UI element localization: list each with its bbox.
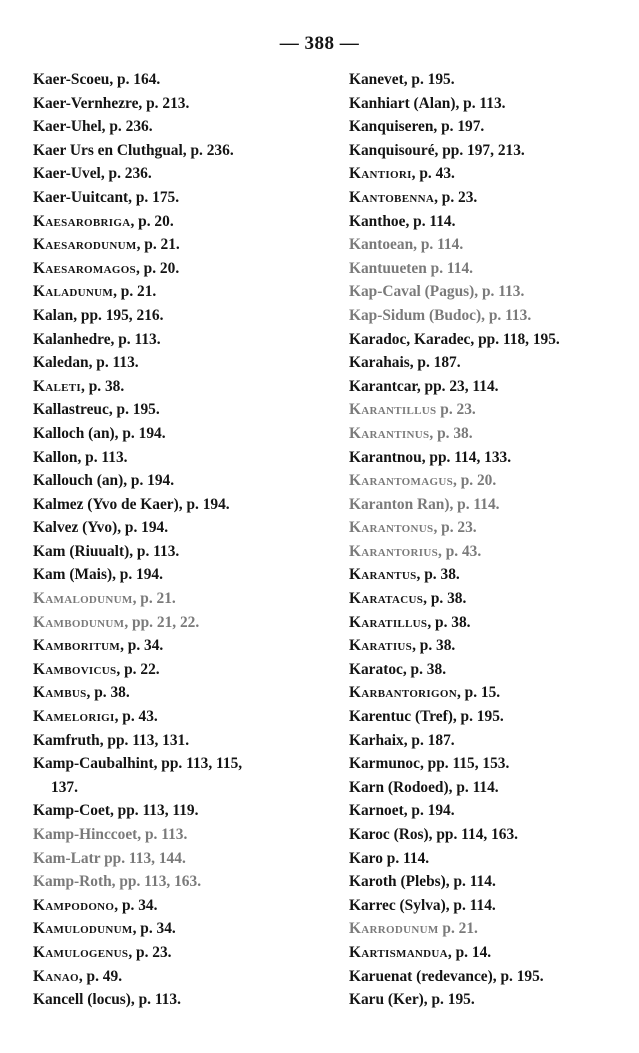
entry-term: Kaladunum [33, 283, 114, 301]
entry-term: Kaesaromagos [33, 259, 136, 277]
entry-term: Karrec (Sylva) [349, 896, 446, 914]
entry-term: Kaer-Vernhezre [33, 94, 139, 112]
index-entry [349, 988, 631, 1012]
entry-pages: , p. 38. [412, 637, 456, 655]
index-entry [33, 68, 315, 92]
index-entry [349, 375, 631, 399]
entry-pages: , p. 195. [403, 71, 455, 88]
entry-pages: , p. 20. [135, 259, 180, 277]
entry-term: Kallastreuc [33, 401, 109, 419]
entry-pages: , p. 113. [77, 448, 128, 466]
entry-term: Karo [349, 849, 383, 867]
entry-pages: , pp. 113, 163. [111, 873, 202, 891]
index-entry [33, 658, 315, 682]
index-entry [349, 162, 631, 186]
entry-pages: , p. 22. [116, 660, 160, 678]
entry-term: Karahais [349, 354, 410, 372]
index-entry [349, 634, 631, 658]
index-entry [33, 917, 315, 941]
entry-term: Karrodunum [349, 920, 439, 938]
entry-term: Karatius [349, 637, 413, 655]
entry-pages: , p. 43. [411, 165, 455, 183]
entry-pages: , p. 14. [447, 943, 492, 961]
entry-pages: , p. 114. [405, 212, 456, 230]
index-entry [349, 92, 631, 116]
entry-pages: , pp. 21, 22. [124, 613, 200, 631]
entry-pages: , p. 113. [481, 306, 532, 324]
index-entry [33, 351, 315, 375]
entry-pages: p. 114. [426, 259, 474, 277]
entry-pages: , p. 34. [132, 920, 176, 938]
index-entry [33, 634, 315, 658]
index-entry [33, 799, 315, 823]
entry-pages: , p. 38. [402, 660, 447, 678]
entry-pages: , pp. 195, 216. [73, 306, 164, 324]
index-entry [33, 398, 315, 422]
entry-term: Kamp-Coet [33, 802, 110, 820]
entry-pages: , p. 194. [112, 566, 163, 584]
index-column-left [33, 68, 315, 1012]
entry-term: Kamboritum [33, 637, 121, 655]
entry-pages: , p. 15. [456, 684, 501, 702]
index-entry [33, 257, 315, 281]
page-number: — 388 — [279, 33, 360, 54]
index-column-right [349, 68, 631, 1012]
entry-term: Karnoet [349, 802, 404, 820]
entry-term: Karentuc (Tref) [349, 708, 453, 726]
entry-term: Kamulogenus [33, 943, 129, 961]
index-entry [33, 446, 315, 470]
entry-term: Karuenat (redevance) [349, 967, 493, 985]
index-entry [33, 92, 315, 116]
entry-term: Kamelorigi [33, 708, 115, 726]
entry-term: Kancell (locus) [33, 991, 131, 1009]
entry-term: Kalvez (Yvo) [33, 519, 118, 537]
entry-term: Kamulodunum [33, 920, 133, 938]
entry-term: Karantonus [349, 519, 434, 537]
entry-pages: , p. 23. [433, 519, 477, 537]
index-entry [33, 115, 315, 139]
entry-pages: , p. 34. [114, 896, 158, 914]
index-entry [33, 823, 315, 847]
index-entry [349, 233, 631, 257]
entry-pages: , p. 195. [108, 401, 160, 419]
entry-pages: , p. 38. [423, 590, 467, 608]
entry-pages: , p. 34. [120, 637, 164, 655]
entry-term: Kallouch (an) [33, 472, 124, 490]
index-entry [33, 729, 315, 753]
index-entry [33, 965, 315, 989]
index-entry [349, 351, 631, 375]
index-entry [33, 847, 315, 871]
index-entry [349, 611, 631, 635]
entry-pages: , p. 113. [130, 991, 181, 1009]
entry-pages: , p. 43. [438, 542, 482, 560]
index-entry [33, 422, 315, 446]
index-entry [33, 681, 315, 705]
entry-pages: , p. 38. [416, 566, 460, 584]
entry-pages: , p. 38. [86, 684, 130, 702]
entry-term: Kap-Sidum (Budoc) [349, 306, 482, 324]
entry-pages: , p. 113. [474, 283, 525, 301]
entry-pages: , pp. 115, 153. [419, 755, 510, 773]
index-entry [349, 729, 631, 753]
entry-pages: , pp. 113, 119. [109, 802, 199, 820]
index-entry [33, 776, 315, 800]
entry-pages: , p. 197. [433, 118, 485, 136]
entry-pages: , p. 194. [403, 802, 455, 820]
entry-term: Karbantorigon [349, 684, 457, 702]
entry-pages: , p. 187. [409, 354, 461, 372]
index-entry [33, 233, 315, 257]
entry-term: Kantuueten [349, 259, 427, 277]
index-entry [349, 280, 631, 304]
index-entry [33, 563, 315, 587]
index-entry [349, 186, 631, 210]
entry-pages: , p. 21. [132, 590, 176, 608]
entry-term: Kaer-Uvel [33, 165, 101, 183]
entry-term: Kampodono [33, 896, 115, 914]
index-entry [33, 186, 315, 210]
entry-pages: , pp. 113, 131. [99, 731, 190, 749]
index-entry [349, 493, 631, 517]
entry-term: Kaesarodunum [33, 236, 137, 254]
entry-term: Kanevet [349, 71, 404, 88]
entry-term: Kamalodunum [33, 590, 133, 608]
entry-pages: , p. 236. [182, 141, 234, 159]
entry-pages: , p. 113. [110, 330, 161, 348]
index-entry [33, 894, 315, 918]
index-entry [349, 328, 631, 352]
index-entry [33, 139, 315, 163]
index-entry [349, 257, 631, 281]
entry-term: Kambodunum [33, 613, 125, 631]
index-entry [349, 540, 631, 564]
entry-pages: 137. [51, 778, 78, 796]
index-entry [349, 799, 631, 823]
index-entry [33, 705, 315, 729]
entry-term: Karadoc, Karadec [349, 330, 471, 348]
entry-pages: , p. 23. [128, 943, 172, 961]
index-entry [33, 941, 315, 965]
entry-pages: , p. 113. [455, 94, 506, 112]
index-entry [349, 965, 631, 989]
entry-pages: , p. 113. [137, 826, 188, 843]
entry-pages: , p. 175. [128, 188, 180, 206]
entry-pages: , p. 195. [423, 991, 475, 1009]
entry-term: Karmunoc [349, 755, 420, 773]
index-entry [349, 941, 631, 965]
index-entry [349, 705, 631, 729]
entry-pages: , p. 236. [101, 118, 153, 136]
index-entry [349, 422, 631, 446]
entry-term: Karantcar [349, 377, 417, 395]
entry-pages: pp. 113, 144. [100, 849, 186, 867]
index-entry [349, 917, 631, 941]
index-entry [349, 68, 631, 92]
entry-term: Karoth (Plebs) [349, 873, 446, 891]
index-entry [349, 658, 631, 682]
entry-pages: p. 23. [436, 401, 476, 419]
entry-pages: , pp. 114, 133. [421, 448, 512, 466]
entry-pages: , p. 114. [449, 495, 500, 513]
entry-pages: , p. 164. [109, 71, 161, 88]
entry-term: Karatoc [349, 660, 403, 678]
index-entry [349, 398, 631, 422]
entry-term: Kaer-Scoeu [33, 71, 110, 88]
entry-term: Kanthoe [349, 212, 406, 230]
entry-term: Kaer-Uhel [33, 118, 102, 136]
index-entry [33, 493, 315, 517]
entry-pages: , p. 114. [413, 236, 464, 254]
index-entry [349, 304, 631, 328]
index-entry [33, 280, 315, 304]
entry-pages: , p. 20. [130, 212, 174, 230]
entry-term: Kam (Mais) [33, 566, 113, 584]
entry-pages: , p. 23. [434, 188, 478, 206]
index-entry [349, 587, 631, 611]
entry-term: Kantoean [349, 236, 414, 254]
entry-term: Kambovicus [33, 660, 117, 678]
entry-pages: , p. 49. [78, 967, 123, 985]
entry-term: Kamp-Roth [33, 873, 112, 891]
entry-term: Kap-Caval (Pagus) [349, 283, 475, 301]
entry-term: Kanhiart (Alan) [349, 94, 456, 112]
entry-term: Kaer-Uuitcant [33, 188, 129, 206]
entry-pages: , p. 195. [492, 967, 544, 985]
index-entry [349, 776, 631, 800]
entry-term: Karantnou [349, 448, 422, 466]
entry-pages: , p. 21. [136, 236, 180, 254]
entry-term: Kantobenna [349, 188, 435, 206]
entry-term: Karn (Rodoed) [349, 778, 449, 796]
entry-pages: , pp. 23, 114. [416, 377, 499, 395]
entry-pages: , p. 194. [117, 519, 169, 537]
entry-term: Kalmez (Yvo de Kaer) [33, 495, 179, 513]
index-entry [33, 540, 315, 564]
entry-term: Kaleti [33, 377, 82, 395]
entry-pages: , p. 43. [114, 708, 158, 726]
entry-term: Kartismandua [349, 943, 448, 961]
entry-term: Kam-Latr [33, 849, 101, 867]
entry-term: Karanton Ran) [349, 495, 450, 513]
index-entry [33, 304, 315, 328]
index-entry [349, 681, 631, 705]
index-entry [349, 469, 631, 493]
entry-term: Kamp-Hinccoet [33, 826, 138, 843]
entry-term: Karantinus [349, 424, 430, 442]
index-entry [33, 516, 315, 540]
entry-pages: , p. 194. [178, 495, 230, 513]
index-entry [349, 870, 631, 894]
entry-term: Karantus [349, 566, 417, 584]
index-entry [33, 328, 315, 352]
entry-term: Karantillus [349, 401, 437, 419]
entry-pages: p. 21. [438, 920, 478, 938]
entry-term: Kanao [33, 967, 79, 985]
entry-term: Kambus [33, 684, 87, 702]
entry-pages: , p. 21. [113, 283, 157, 301]
entry-pages: , p. 213. [138, 94, 190, 112]
entry-term: Kamp-Caubalhint [33, 755, 154, 773]
entry-term: Karu (Ker) [349, 991, 424, 1009]
index-entry [33, 988, 315, 1012]
index-entry [349, 115, 631, 139]
entry-term: Kaledan [33, 354, 89, 372]
index-entry [33, 375, 315, 399]
entry-pages: , p. 114. [445, 896, 496, 914]
entry-term: Kantiori [349, 165, 412, 183]
index-entry [349, 516, 631, 540]
entry-term: Karatillus [349, 613, 428, 631]
entry-pages: , p. 38. [427, 613, 471, 631]
index-entry [33, 611, 315, 635]
index-entry [33, 469, 315, 493]
entry-pages: , p. 187. [403, 731, 455, 749]
index-entry [33, 162, 315, 186]
entry-term: Kalanhedre [33, 330, 111, 348]
entry-term: Kalloch (an) [33, 424, 115, 442]
entry-pages: , p. 194. [123, 472, 175, 490]
entry-pages: p. 114. [382, 849, 430, 867]
entry-pages: , p. 113. [88, 354, 139, 372]
index-entry [349, 139, 631, 163]
index-entry [33, 587, 315, 611]
index-entry [349, 847, 631, 871]
entry-term: Karhaix [349, 731, 404, 749]
entry-term: Kamfruth [33, 731, 100, 749]
entry-pages: , pp. 118, 195. [470, 330, 560, 348]
entry-term: Kaer Urs en Cluthgual [33, 141, 183, 159]
index-entry [33, 752, 315, 776]
entry-pages: , p. 194. [114, 424, 166, 442]
entry-pages: , pp. 114, 163. [428, 826, 519, 843]
entry-pages: , pp. 113, 115, [153, 755, 243, 773]
entry-term: Karatacus [349, 590, 424, 608]
entry-pages: , p. 20. [453, 472, 497, 490]
entry-pages: , p. 38. [81, 377, 125, 395]
index-entry [349, 563, 631, 587]
entry-pages: , p. 236. [100, 165, 152, 183]
entry-term: Kanquisouré [349, 141, 435, 159]
entry-pages: , p. 195. [452, 708, 504, 726]
entry-pages: , p. 114. [445, 873, 496, 891]
entry-term: Karoc (Ros) [349, 826, 429, 843]
entry-pages: , p. 38. [429, 424, 473, 442]
entry-term: Kaesarobriga [33, 212, 131, 230]
entry-term: Kalan [33, 306, 74, 324]
index-entry [349, 823, 631, 847]
index-entry [349, 752, 631, 776]
entry-term: Karantorius [349, 542, 439, 560]
index-entry [349, 210, 631, 234]
entry-term: Karantomagus [349, 472, 453, 490]
entry-pages: , pp. 197, 213. [434, 141, 525, 159]
index-entry [349, 894, 631, 918]
index-entry [349, 446, 631, 470]
index-entry [33, 210, 315, 234]
entry-term: Kanquiseren [349, 118, 434, 136]
entry-pages: , p. 114. [448, 778, 499, 796]
entry-term: Kam (Riuualt) [33, 542, 130, 560]
entry-term: Kallon [33, 448, 78, 466]
index-entry [33, 870, 315, 894]
entry-pages: , p. 113. [129, 542, 180, 560]
